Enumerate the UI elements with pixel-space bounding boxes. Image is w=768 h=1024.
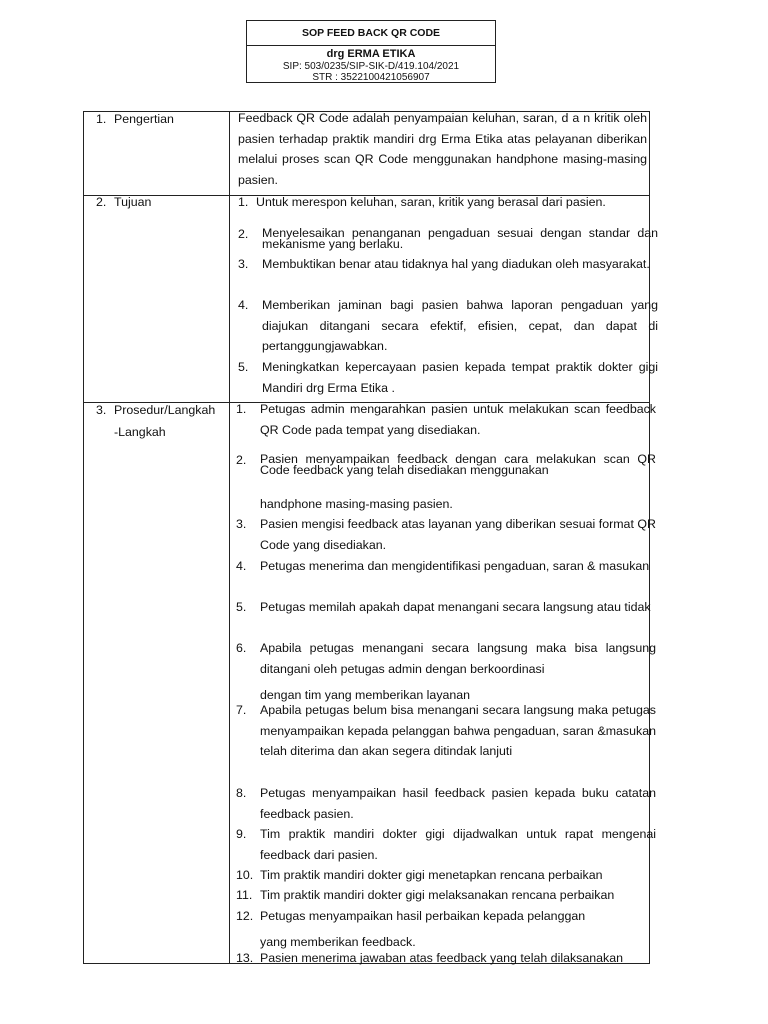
str-number: STR : 3522100421056907 xyxy=(312,72,430,83)
item-number: 1. xyxy=(236,402,247,416)
item-text: Petugas menyampaikan hasil feedback pasien kepada buku catatan feedback pasien. xyxy=(260,786,656,821)
sop-header-box xyxy=(246,20,496,83)
doctor-name: drg ERMA ETIKA xyxy=(326,48,416,60)
item-number: 8. xyxy=(236,786,247,800)
item-number: 3. xyxy=(236,517,247,531)
item-text: Petugas menyampaikan hasil perbaikan kepada pelanggan xyxy=(260,909,586,923)
item-text: Menyelesaikan penanganan pengaduan sesuai dengan standar dan mekanisme yang berlaku. xyxy=(262,226,658,251)
section-number: 1. xyxy=(96,112,107,126)
item-text: Pasien menyampaikan feedback dengan cara melakukan scan QR Code feedback yang telah disediakan menggunakan xyxy=(260,452,656,477)
item-number: 3. xyxy=(238,257,249,271)
item-number: 4. xyxy=(238,298,249,312)
item-text: Pasien menerima jawaban atas feedback yang telah dilaksanakan xyxy=(260,951,624,965)
item-number: 6. xyxy=(236,641,247,655)
item-number: 1. xyxy=(238,195,249,209)
prosedur-item-continuation: dengan tim yang memberikan layanan xyxy=(260,688,471,702)
item-text: Tim praktik mandiri dokter gigi menetapkan rencana perbaikan xyxy=(260,868,603,882)
pengertian-text: Feedback QR Code adalah penyampaian keluhan, saran, d a n kritik oleh pasien terhadap praktik mandiri drg Erma Etika atas pelayanan diberikan melalui proses scan QR Code menggunakan handphone masing-masing pasien. xyxy=(238,111,647,187)
item-text: Pasien mengisi feedback atas layanan yang diberikan sesuai format QR Code yang disediakan. xyxy=(260,517,656,552)
item-text: Tim praktik mandiri dokter gigi dijadwalkan untuk rapat mengenai feedback dari pasien. xyxy=(260,827,656,862)
item-number: 13. xyxy=(236,951,254,965)
sop-title: SOP FEED BACK QR CODE xyxy=(247,21,495,46)
item-text: Petugas menerima dan mengidentifikasi pengaduan, saran & masukan xyxy=(260,559,650,573)
item-text: Tim praktik mandiri dokter gigi melaksanakan rencana perbaikan xyxy=(260,888,615,902)
section-label: Prosedur/Langkah xyxy=(114,403,216,417)
item-number: 4. xyxy=(236,559,247,573)
item-number: 10. xyxy=(236,868,254,882)
item-text: Apabila petugas belum bisa menangani secara langsung maka petugas menyampaikan kepada pelanggan bahwa pengaduan, saran &masukan telah diterima dan akan segera ditindak lanjuti xyxy=(260,703,656,758)
item-text: Memberikan jaminan bagi pasien bahwa laporan pengaduan yang diajukan ditangani secara efektif, efisien, cepat, dan dapat di pertanggungjawabkan. xyxy=(262,298,658,353)
item-number: 11. xyxy=(236,888,253,902)
item-number: 2. xyxy=(238,227,249,241)
item-number: 9. xyxy=(236,827,247,841)
item-text: Untuk merespon keluhan, saran, kritik yang berasal dari pasien. xyxy=(256,195,606,209)
item-text: Petugas memilah apakah dapat menangani secara langsung atau tidak xyxy=(260,600,651,614)
prosedur-item-continuation: handphone masing-masing pasien. xyxy=(260,497,453,511)
section-label: Pengertian xyxy=(114,112,174,126)
item-number: 2. xyxy=(236,453,247,467)
section-number: 3. xyxy=(96,403,107,417)
column-divider xyxy=(229,112,230,963)
prosedur-item-continuation: yang memberikan feedback. xyxy=(260,935,416,949)
sip-number: SIP: 503/0235/SIP-SIK-D/419.104/2021 xyxy=(282,61,460,72)
section-prosedur-label-cont: -Langkah xyxy=(114,425,166,439)
section-number: 2. xyxy=(96,195,107,209)
item-text: Petugas admin mengarahkan pasien untuk melakukan scan feedback QR Code pada tempat yang disediakan. xyxy=(260,402,656,437)
item-text: Meningkatkan kepercayaan pasien kepada tempat praktik dokter gigi Mandiri drg Erma Etika . xyxy=(262,360,658,395)
item-number: 12. xyxy=(236,909,254,923)
item-number: 7. xyxy=(236,703,247,717)
item-number: 5. xyxy=(236,600,247,614)
item-text: Membuktikan benar atau tidaknya hal yang diadukan oleh masyarakat. xyxy=(262,257,650,271)
item-text: Apabila petugas menangani secara langsung maka bisa langsung ditangani oleh petugas admin dengan berkoordinasi xyxy=(260,641,656,676)
section-label: Tujuan xyxy=(114,195,152,209)
item-number: 5. xyxy=(238,360,249,374)
